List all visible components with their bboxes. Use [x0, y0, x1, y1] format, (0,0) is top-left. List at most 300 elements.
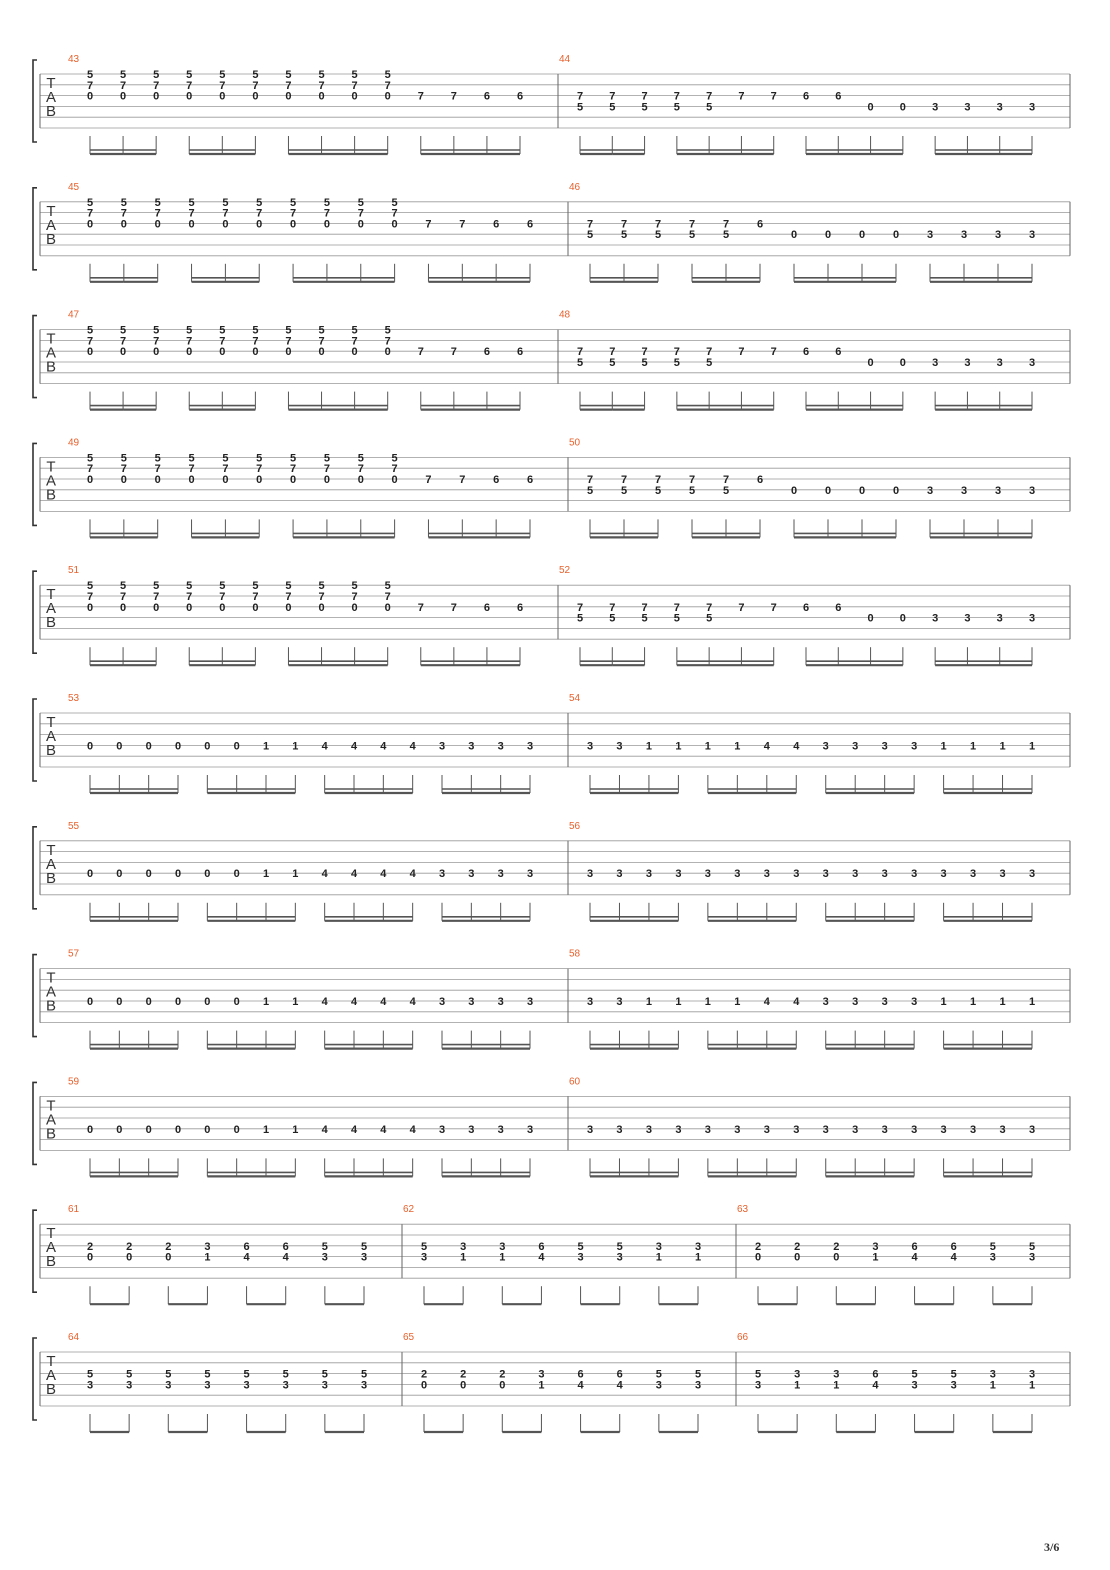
fret-number: 6 — [526, 474, 534, 486]
fret-number: 5 — [222, 452, 229, 465]
fret-number: 5 — [586, 484, 594, 497]
fret-number: 3 — [960, 229, 968, 242]
fret-number: 5 — [706, 612, 713, 625]
fret-number: 0 — [120, 90, 127, 103]
fret-number: 5 — [323, 196, 330, 209]
fret-number: 3 — [243, 1379, 250, 1392]
fret-number: 7 — [706, 601, 713, 614]
fret-number: 0 — [499, 1379, 506, 1392]
fret-number: 5 — [950, 1368, 957, 1381]
fret-number: 5 — [86, 580, 94, 593]
fret-number: 3 — [616, 868, 623, 881]
fret-number: 2 — [420, 1368, 428, 1381]
fret-number: 7 — [351, 335, 358, 348]
tab-clef-letter: A — [45, 216, 57, 234]
fret-number: 7 — [219, 79, 226, 92]
fret-number: 7 — [620, 218, 628, 231]
fret-number: 0 — [219, 90, 226, 103]
tab-system — [33, 54, 1070, 154]
fret-number: 3 — [932, 357, 939, 369]
fret-number: 3 — [282, 1379, 289, 1392]
measure-number: 53 — [68, 693, 80, 704]
tab-clef-letter: B — [45, 486, 57, 504]
fret-number: 0 — [165, 1251, 172, 1264]
fret-number: 7 — [391, 463, 398, 476]
fret-number: 7 — [417, 346, 424, 359]
fret-number: 7 — [323, 207, 330, 220]
fret-number: 5 — [576, 101, 584, 114]
fret-number: 4 — [321, 996, 328, 1008]
fret-number: 5 — [321, 1368, 328, 1381]
fret-number: 5 — [252, 69, 259, 81]
fret-number: 5 — [357, 196, 364, 209]
fret-number: 5 — [86, 69, 94, 81]
fret-number: 0 — [318, 346, 325, 359]
fret-number: 7 — [620, 474, 628, 486]
fret-number: 3 — [940, 1123, 947, 1136]
fret-number: 0 — [285, 90, 292, 103]
fret-number: 3 — [964, 101, 971, 114]
fret-number: 7 — [706, 346, 713, 359]
fret-number: 2 — [460, 1368, 467, 1381]
fret-number: 5 — [577, 1240, 584, 1253]
fret-number: 7 — [384, 335, 391, 348]
fret-number: 0 — [116, 740, 123, 753]
fret-number: 0 — [899, 357, 906, 369]
fret-number: 5 — [722, 484, 730, 497]
tab-system — [33, 821, 1070, 921]
fret-number: 1 — [292, 996, 299, 1008]
fret-number: 7 — [252, 591, 259, 603]
fret-number: 5 — [285, 69, 292, 81]
fret-number: 5 — [706, 101, 713, 114]
fret-number: 5 — [153, 580, 160, 593]
fret-number: 0 — [174, 740, 182, 753]
fret-number: 1 — [833, 1379, 840, 1392]
fret-number: 7 — [357, 207, 364, 220]
fret-number: 5 — [86, 452, 94, 465]
fret-number: 3 — [833, 1368, 840, 1381]
tab-system — [33, 949, 1070, 1049]
fret-number: 3 — [999, 868, 1006, 881]
fret-number: 0 — [174, 1123, 182, 1136]
fret-number: 3 — [1028, 1368, 1036, 1381]
fret-number: 4 — [350, 868, 358, 881]
fret-number: 3 — [538, 1368, 545, 1381]
fret-number: 5 — [165, 1368, 172, 1381]
fret-number: 7 — [318, 335, 325, 348]
fret-number: 3 — [526, 740, 534, 753]
fret-number: 7 — [285, 79, 292, 92]
fret-number: 0 — [186, 346, 193, 359]
fret-number: 6 — [802, 90, 810, 103]
measure-number: 62 — [403, 1204, 415, 1216]
fret-number: 3 — [586, 996, 594, 1008]
fret-number: 0 — [867, 357, 874, 369]
fret-number: 7 — [641, 346, 648, 359]
fret-number: 3 — [911, 1379, 918, 1392]
fret-number: 0 — [233, 1123, 240, 1136]
fret-number: 5 — [219, 69, 226, 81]
fret-number: 3 — [994, 484, 1002, 497]
fret-number: 1 — [675, 996, 682, 1008]
fret-number: 0 — [186, 601, 193, 614]
fret-number: 0 — [120, 474, 127, 486]
fret-number: 7 — [186, 79, 193, 92]
fret-number: 6 — [483, 346, 490, 359]
fret-number: 0 — [86, 996, 94, 1008]
fret-number: 5 — [586, 229, 594, 242]
fret-number: 7 — [351, 79, 358, 92]
tab-clef-letter: T — [46, 1353, 56, 1370]
fret-number: 6 — [516, 346, 524, 359]
measure-number: 45 — [68, 181, 80, 193]
fret-number: 0 — [323, 218, 330, 231]
fret-number: 5 — [620, 229, 628, 242]
measure-number: 49 — [68, 437, 80, 449]
tab-system — [33, 565, 1070, 665]
fret-number: 0 — [899, 101, 906, 114]
fret-number: 0 — [116, 868, 123, 881]
fret-number: 0 — [290, 474, 297, 486]
fret-number: 5 — [620, 484, 628, 497]
fret-number: 3 — [793, 868, 800, 881]
tab-clef-letter: A — [45, 472, 57, 490]
fret-number: 0 — [222, 218, 229, 231]
fret-number: 3 — [881, 868, 888, 881]
tab-clef-letter: B — [45, 1381, 57, 1398]
fret-number: 7 — [641, 90, 648, 103]
fret-number: 0 — [204, 868, 211, 881]
fret-number: 3 — [852, 740, 859, 753]
fret-number: 5 — [186, 580, 193, 593]
fret-number: 7 — [673, 90, 680, 103]
fret-number: 0 — [420, 1379, 428, 1392]
tab-clef-letter: T — [46, 969, 56, 987]
fret-number: 2 — [833, 1240, 840, 1253]
fret-number: 0 — [145, 996, 152, 1008]
fret-number: 1 — [734, 740, 741, 753]
fret-number: 7 — [459, 218, 466, 231]
fret-number: 0 — [357, 218, 364, 231]
fret-number: 5 — [641, 612, 648, 625]
fret-number: 3 — [694, 1379, 702, 1392]
fret-number: 7 — [290, 207, 297, 220]
measure-number: 58 — [569, 948, 581, 960]
fret-number: 5 — [86, 196, 94, 209]
fret-number: 0 — [222, 474, 229, 486]
fret-number: 3 — [438, 996, 446, 1008]
fret-number: 5 — [120, 452, 127, 465]
fret-number: 0 — [790, 229, 798, 242]
fret-number: 3 — [734, 1123, 741, 1136]
measure-number: 44 — [559, 54, 571, 65]
fret-number: 6 — [493, 474, 500, 486]
fret-number: 0 — [145, 868, 152, 881]
fret-number: 3 — [616, 996, 623, 1008]
fret-number: 7 — [153, 335, 160, 348]
fret-number: 1 — [645, 996, 652, 1008]
fret-number: 4 — [409, 1123, 416, 1136]
fret-number: 7 — [586, 218, 594, 231]
fret-number: 6 — [538, 1240, 545, 1253]
measure-number: 51 — [68, 565, 80, 577]
tab-clef-letter: A — [45, 344, 57, 362]
fret-number: 3 — [1028, 357, 1036, 369]
fret-number: 3 — [822, 740, 829, 753]
fret-number: 5 — [222, 196, 229, 209]
fret-number: 5 — [204, 1368, 211, 1381]
fret-number: 4 — [763, 996, 770, 1008]
fret-number: 5 — [641, 357, 648, 369]
fret-number: 7 — [576, 601, 584, 614]
fret-number: 3 — [497, 996, 504, 1008]
fret-number: 3 — [793, 1123, 800, 1136]
fret-number: 3 — [468, 1123, 475, 1136]
fret-number: 7 — [256, 463, 263, 476]
fret-number: 5 — [641, 101, 648, 114]
fret-number: 6 — [516, 601, 524, 614]
fret-number: 5 — [126, 1368, 133, 1381]
fret-number: 7 — [738, 90, 745, 103]
fret-number: 3 — [438, 740, 446, 753]
fret-number: 5 — [384, 69, 391, 81]
fret-number: 3 — [321, 1379, 328, 1392]
fret-number: 3 — [360, 1379, 368, 1392]
tab-system — [33, 1204, 1070, 1304]
fret-number: 0 — [892, 484, 900, 497]
fret-number: 0 — [824, 229, 832, 242]
fret-number: 4 — [577, 1379, 584, 1392]
fret-number: 7 — [219, 335, 226, 348]
fret-number: 3 — [911, 868, 918, 881]
fret-number: 3 — [989, 1251, 996, 1264]
fret-number: 3 — [438, 868, 446, 881]
fret-number: 0 — [186, 90, 193, 103]
fret-number: 7 — [576, 346, 584, 359]
fret-number: 3 — [822, 1123, 829, 1136]
fret-number: 5 — [120, 324, 127, 337]
fret-number: 5 — [318, 580, 325, 593]
fret-number: 0 — [174, 868, 182, 881]
fret-number: 3 — [1028, 612, 1036, 625]
fret-number: 7 — [450, 601, 457, 614]
fret-number: 0 — [290, 218, 297, 231]
fret-number: 3 — [852, 1123, 859, 1136]
fret-number: 1 — [872, 1251, 879, 1264]
fret-number: 4 — [380, 996, 387, 1008]
fret-number: 0 — [145, 740, 152, 753]
tab-clef-letter: T — [46, 841, 56, 859]
fret-number: 0 — [86, 1123, 94, 1136]
fret-number: 7 — [86, 591, 94, 603]
fret-number: 0 — [867, 612, 874, 625]
tab-system — [33, 310, 1070, 410]
fret-number: 7 — [252, 79, 259, 92]
fret-number: 0 — [204, 996, 211, 1008]
fret-number: 1 — [970, 740, 977, 753]
fret-number: 5 — [351, 69, 358, 81]
tab-clef-letter: B — [45, 997, 57, 1015]
fret-number: 5 — [285, 580, 292, 593]
fret-number: 5 — [323, 452, 330, 465]
fret-number: 5 — [384, 580, 391, 593]
fret-number: 3 — [586, 740, 594, 753]
fret-number: 7 — [120, 591, 127, 603]
fret-number: 0 — [116, 1123, 123, 1136]
system-bracket — [33, 188, 37, 270]
fret-number: 3 — [822, 868, 829, 881]
fret-number: 7 — [357, 463, 364, 476]
fret-number: 5 — [252, 580, 259, 593]
tab-clef-letter: A — [45, 1111, 57, 1129]
tab-system — [33, 437, 1070, 537]
fret-number: 7 — [425, 218, 432, 231]
fret-number: 0 — [867, 101, 874, 114]
tab-clef-letter: A — [45, 728, 57, 745]
fret-number: 4 — [950, 1251, 957, 1264]
measure-number: 43 — [68, 54, 80, 65]
fret-number: 0 — [391, 474, 398, 486]
fret-number: 0 — [285, 601, 292, 614]
fret-number: 4 — [793, 740, 800, 753]
fret-number: 0 — [858, 484, 866, 497]
fret-number: 0 — [824, 484, 832, 497]
fret-number: 0 — [219, 346, 226, 359]
fret-number: 5 — [318, 69, 325, 81]
tab-clef-letter: B — [45, 869, 57, 887]
fret-number: 0 — [188, 474, 195, 486]
fret-number: 7 — [609, 90, 616, 103]
system-bracket — [33, 443, 37, 525]
fret-number: 1 — [292, 1123, 299, 1136]
fret-number: 4 — [409, 740, 416, 753]
system-bracket — [33, 1338, 37, 1420]
fret-number: 5 — [321, 1240, 328, 1253]
fret-number: 6 — [616, 1368, 623, 1381]
fret-number: 4 — [282, 1251, 289, 1264]
fret-number: 7 — [384, 591, 391, 603]
fret-number: 3 — [1028, 101, 1036, 114]
fret-number: 3 — [852, 996, 859, 1008]
fret-number: 3 — [526, 868, 534, 881]
fret-number: 7 — [256, 207, 263, 220]
fret-number: 3 — [822, 996, 829, 1008]
measure-number: 48 — [559, 309, 571, 321]
tab-clef-letter: A — [45, 600, 57, 618]
fret-number: 0 — [256, 218, 263, 231]
fret-number: 3 — [694, 1240, 702, 1253]
fret-number: 5 — [655, 1368, 662, 1381]
fret-number: 1 — [262, 868, 270, 881]
fret-number: 5 — [318, 324, 325, 337]
fret-number: 7 — [391, 207, 398, 220]
fret-number: 1 — [262, 1123, 270, 1136]
fret-number: 3 — [970, 868, 977, 881]
fret-number: 5 — [673, 357, 680, 369]
fret-number: 4 — [763, 740, 770, 753]
fret-number: 7 — [384, 79, 391, 92]
fret-number: 3 — [881, 996, 888, 1008]
tab-clef-letter: T — [46, 458, 56, 476]
fret-number: 7 — [153, 79, 160, 92]
fret-number: 0 — [154, 474, 161, 486]
fret-number: 0 — [204, 1123, 211, 1136]
tab-clef-letter: T — [46, 1097, 56, 1115]
fret-number: 3 — [438, 1123, 446, 1136]
tab-clef-letter: B — [45, 742, 57, 759]
fret-number: 7 — [417, 90, 424, 103]
fret-number: 5 — [351, 580, 358, 593]
fret-number: 6 — [802, 601, 810, 614]
fret-number: 5 — [420, 1240, 428, 1253]
fret-number: 3 — [420, 1251, 428, 1264]
fret-number: 0 — [204, 740, 211, 753]
fret-number: 3 — [926, 484, 934, 497]
fret-number: 0 — [794, 1251, 801, 1264]
measure-number: 65 — [403, 1332, 415, 1343]
fret-number: 3 — [881, 1123, 888, 1136]
fret-number: 0 — [790, 484, 798, 497]
measure-number: 59 — [68, 1076, 80, 1088]
fret-number: 3 — [497, 1123, 504, 1136]
fret-number: 3 — [989, 1368, 996, 1381]
fret-number: 7 — [120, 79, 127, 92]
fret-number: 3 — [497, 740, 504, 753]
fret-number: 3 — [926, 229, 934, 242]
fret-number: 6 — [483, 601, 490, 614]
fret-number: 7 — [654, 474, 662, 486]
fret-number: 6 — [835, 346, 842, 359]
fret-number: 7 — [770, 90, 777, 103]
fret-number: 6 — [483, 90, 490, 103]
fret-number: 3 — [999, 1123, 1006, 1136]
fret-number: 7 — [222, 463, 229, 476]
measure-number: 52 — [559, 565, 571, 577]
fret-number: 6 — [835, 601, 842, 614]
fret-number: 5 — [654, 229, 662, 242]
fret-number: 0 — [351, 601, 358, 614]
fret-number: 7 — [586, 474, 594, 486]
fret-number: 3 — [996, 612, 1003, 625]
fret-number: 1 — [794, 1379, 801, 1392]
fret-number: 4 — [911, 1251, 918, 1264]
fret-number: 7 — [688, 474, 696, 486]
fret-number: 0 — [120, 218, 127, 231]
fret-number: 0 — [252, 601, 259, 614]
fret-number: 6 — [911, 1240, 918, 1253]
fret-number: 0 — [252, 346, 259, 359]
fret-number: 4 — [350, 740, 358, 753]
fret-number: 7 — [318, 591, 325, 603]
fret-number: 3 — [526, 1123, 534, 1136]
fret-number: 7 — [188, 207, 195, 220]
tab-clef-letter: B — [45, 103, 57, 120]
fret-number: 7 — [285, 591, 292, 603]
fret-number: 7 — [153, 591, 160, 603]
fret-number: 3 — [616, 1251, 623, 1264]
fret-number: 3 — [932, 612, 939, 625]
fret-number: 4 — [321, 868, 328, 881]
fret-number: 5 — [86, 1368, 94, 1381]
fret-number: 1 — [262, 996, 270, 1008]
fret-number: 5 — [188, 452, 195, 465]
fret-number: 5 — [351, 324, 358, 337]
fret-number: 7 — [86, 463, 94, 476]
measure-number: 55 — [68, 820, 80, 832]
fret-number: 5 — [1028, 1240, 1036, 1253]
fret-number: 0 — [154, 218, 161, 231]
